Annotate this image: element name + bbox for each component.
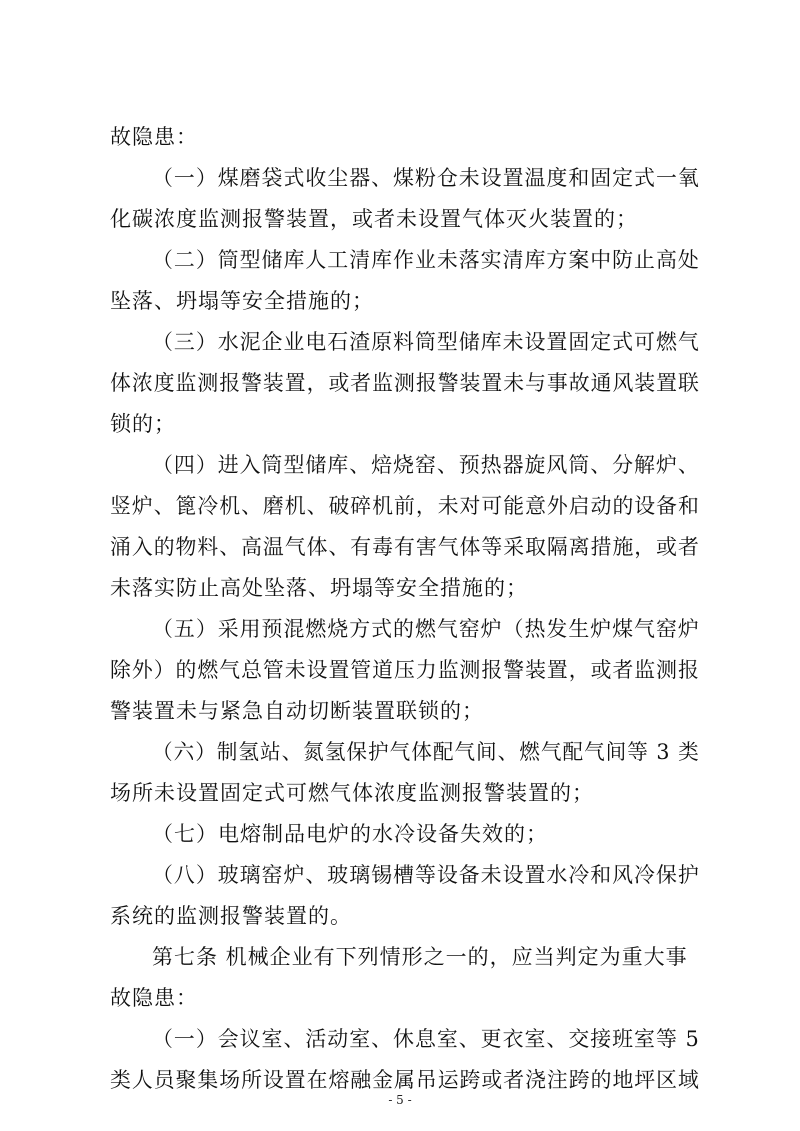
text-line: 故隐患： — [110, 125, 198, 149]
text-line: （一）会议室、活动室、休息室、更衣室、交接班室等 5 — [152, 1027, 700, 1051]
text-line: （一）煤磨袋式收尘器、煤粉仓未设置温度和固定式一氧 — [152, 166, 700, 190]
text-line: 体浓度监测报警装置，或者监测报警装置未与事故通风装置联 — [110, 371, 700, 395]
article-heading-line: 第七条 机械企业有下列情形之一的，应当判定为重大事 — [152, 945, 688, 969]
text-line: （五）采用预混燃烧方式的燃气窑炉（热发生炉煤气窑炉 — [152, 617, 700, 641]
text-line: 竖炉、篦冷机、磨机、破碎机前，未对可能意外启动的设备和 — [110, 494, 700, 518]
text-line: 未落实防止高处坠落、坍塌等安全措施的； — [110, 576, 528, 600]
text-line: 除外）的燃气总管未设置管道压力监测报警装置，或者监测报 — [110, 658, 700, 682]
text-line: 锁的； — [110, 412, 176, 436]
text-line: （六）制氢站、氮氢保护气体配气间、燃气配气间等 3 类 — [152, 740, 700, 764]
text-line: 故隐患： — [110, 986, 198, 1010]
text-line: （三）水泥企业电石渣原料筒型储库未设置固定式可燃气 — [152, 330, 700, 354]
text-line: 涌入的物料、高温气体、有毒有害气体等采取隔离措施，或者 — [110, 535, 700, 559]
text-line: （八）玻璃窑炉、玻璃锡槽等设备未设置水冷和风冷保护 — [152, 863, 700, 887]
text-line: 场所未设置固定式可燃气体浓度监测报警装置的； — [110, 781, 594, 805]
text-line: 化碳浓度监测报警装置，或者未设置气体灭火装置的； — [110, 207, 638, 231]
text-line: 警装置未与紧急自动切断装置联锁的； — [110, 699, 484, 723]
text-line: 坠落、坍塌等安全措施的； — [110, 289, 374, 313]
text-line: （二）筒型储库人工清库作业未落实清库方案中防止高处 — [152, 248, 700, 272]
page-number: - 5 - — [388, 1093, 412, 1107]
text-line: （四）进入筒型储库、焙烧窑、预热器旋风筒、分解炉、 — [152, 453, 700, 477]
text-line: （七）电熔制品电炉的水冷设备失效的； — [152, 822, 548, 846]
text-line: 系统的监测报警装置的。 — [110, 904, 352, 928]
text-line: 类人员聚集场所设置在熔融金属吊运跨或者浇注跨的地坪区域 — [110, 1068, 700, 1092]
